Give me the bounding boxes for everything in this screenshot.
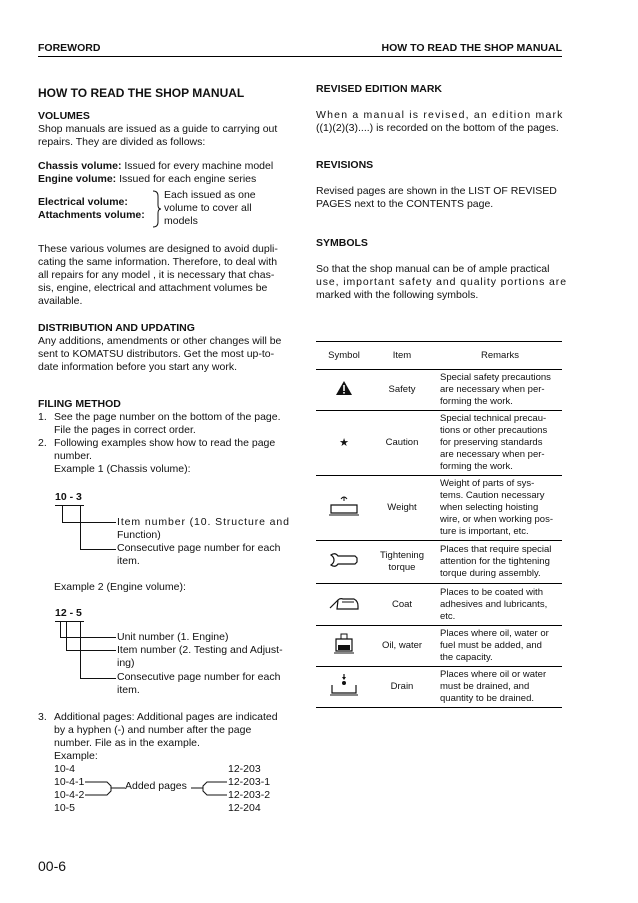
volumes-heading: VOLUMES [38,110,90,122]
item-cell: Safety [372,370,432,411]
various-text-4: sis, engine, electrical and attachment volumes be [38,282,268,294]
page-title: HOW TO READ THE SHOP MANUAL [38,86,245,100]
symbol-cell [316,541,372,584]
warning-triangle-icon [335,380,353,396]
page-number: 00-6 [38,858,67,874]
symbol-cell [316,584,372,626]
various-text-5: available. [38,295,83,307]
example3-right-4: 12-204 [228,802,261,814]
example2-leader-3h [80,678,116,679]
filing-3-text-1: Additional pages: Additional pages are indicated [54,711,278,723]
header-item: Item [372,342,432,370]
remarks-line: fuel must be added, and [440,640,542,651]
filing-1-text-1: See the page number on the bottom of the page. [54,411,281,423]
example3-right-2: 12-203-1 [228,776,271,788]
remarks-line: Places where oil or water [440,669,547,680]
remarks-cell [432,370,562,411]
drain-icon [329,673,359,697]
filing-3-text-2: by a hyphen (-) and number after the page [54,724,252,736]
example2-label: Example 2 (Engine volume): [54,581,186,593]
remarks-line: the capacity. [440,652,493,663]
brace-text-3: models [164,215,198,227]
symbols-heading: SYMBOLS [316,237,368,249]
remarks-line: quantity to be drained. [440,693,535,704]
symbol-cell [316,476,372,541]
star-icon: ★ [339,436,349,449]
example3-right-3: 12-203-2 [228,789,271,801]
item-cell: Coat [372,584,432,626]
filing-heading: FILING METHOD [38,398,121,410]
example2-desc3-2: item. [117,684,140,696]
symbols-table [316,341,562,708]
header-left: FOREWORD [38,42,101,54]
symbols-text-2: use, important safety and quality portions are [316,276,567,288]
table-header-row [316,342,562,370]
remarks-cell [432,626,562,667]
remarks-line: forming the work. [440,396,513,407]
filing-3-num: 3. [38,711,47,723]
remarks-line: are necessary when per- [440,384,545,395]
engine-label: Engine volume: [38,173,117,185]
example1-number: 10 - 3 [55,491,82,503]
remarks-line: Special technical precau- [440,413,547,424]
volumes-text-2: repairs. They are divided as follows: [38,136,206,148]
filing-2-text-1: Following examples show how to read the page [54,437,276,449]
remarks-cell [432,411,562,476]
remarks-cell [432,584,562,626]
remarks-cell [432,667,562,708]
revisions-heading: REVISIONS [316,159,374,171]
attachments-label: Attachments volume: [38,209,145,221]
example3-right-1: 12-203 [228,763,261,775]
example2-leader-2v [66,622,67,650]
remarks-line: forming the work. [440,461,513,472]
remarks-line: Weight of parts of sys- [440,478,535,489]
symbol-cell [316,667,372,708]
item-cell: Caution [372,411,432,476]
chassis-label: Chassis volume: [38,160,122,172]
example3-left-2: 10-4-1 [54,776,85,788]
revised-heading: REVISED EDITION MARK [316,83,443,95]
various-text-2: cating the same information. Therefore, to deal with [38,256,278,268]
example2-number: 12 - 5 [55,607,82,619]
header-rule [38,56,562,57]
electrical-label: Electrical volume: [38,196,128,208]
table-row [316,584,562,626]
added-pages-bracket [85,775,235,801]
remarks-line: adhesives and lubricants, [440,598,548,610]
brace-text-2: volume to cover all [164,202,252,214]
remarks-line: Special safety precautions [440,372,551,383]
filing-3-text-4: Example: [54,750,98,762]
example1-desc1-2: Function) [117,529,161,541]
example2-leader-1h [60,637,116,638]
remarks-line: Places that require special [440,544,552,555]
remarks-cell [432,476,562,541]
engine-text: Issued for each engine series [119,173,257,185]
example1-desc2-2: item. [117,555,140,567]
filing-2-text-2: number. [54,450,92,462]
revisions-text-1: Revised pages are shown in the LIST OF REVISED [316,185,557,197]
example1-leader-1v [62,506,63,522]
example2-leader-2h [66,650,116,651]
distribution-text-2: sent to KOMATSU distributors. Get the most up-to- [38,348,275,360]
distribution-text-1: Any additions, amendments or other changes will be [38,335,282,347]
remarks-line: wire, or when working pos- [440,514,553,525]
item-cell: Oil, water [372,626,432,667]
example2-desc3-1: Consecutive page number for each [117,671,281,683]
filing-3-text-3: number. File as in the example. [54,737,200,749]
example3-left-1: 10-4 [54,763,76,775]
header-symbol: Symbol [316,342,372,370]
item-cell: Drain [372,667,432,708]
remarks-line: tions or other precautions [440,425,548,436]
item-cell: Tightening torque [372,541,432,584]
volumes-text-1: Shop manuals are issued as a guide to carrying out [38,123,278,135]
engine-line [38,173,256,186]
remarks-line: when selecting hoisting [440,502,539,513]
table-row [316,411,562,476]
filing-1-text-2: File the pages in correct order. [54,424,196,436]
chassis-text: Issued for every machine model [124,160,274,172]
example1-leader-2h [80,549,116,550]
revised-text-1: When a manual is revised, an edition mark [316,109,564,121]
example1-label: Example 1 (Chassis volume): [54,463,191,475]
example1-leader-1h [62,522,116,523]
remarks-line: ture is important, etc. [440,526,529,537]
brace-text-1: Each issued as one [164,189,256,201]
table-row [316,541,562,584]
symbols-text-1: So that the shop manual can be of ample practical [316,263,550,275]
filing-2-num: 2. [38,437,47,449]
brace-icon [150,190,162,228]
wrench-icon [329,551,359,569]
example2-desc1: Unit number (1. Engine) [117,631,229,643]
example2-leader-1v [60,622,61,637]
distribution-text-3: date information before you start any work. [38,361,238,373]
table-row [316,667,562,708]
symbol-cell [316,370,372,411]
remarks-cell [432,541,562,584]
example2-desc2-1: Item number (2. Testing and Adjust- [117,644,283,656]
item-cell: Weight [372,476,432,541]
various-text-1: These various volumes are designed to avoid dupli- [38,243,278,255]
oil-container-icon [333,633,355,655]
various-text-3: all repairs for any model , it is necessary that chas- [38,269,275,281]
remarks-line: are necessary when per- [440,449,545,460]
filing-1-num: 1. [38,411,47,423]
table-row [316,476,562,541]
remarks-line: tems. Caution necessary [440,490,545,501]
example3-left-4: 10-5 [54,802,76,814]
distribution-heading: DISTRIBUTION AND UPDATING [38,322,195,334]
added-pages-label: Added pages [125,780,187,792]
revisions-text-2: PAGES next to the CONTENTS page. [316,198,494,210]
table-row [316,626,562,667]
remarks-line: Places to be coated with [440,586,543,598]
remarks-line: Places where oil, water or [440,628,549,639]
header-right: HOW TO READ THE SHOP MANUAL [381,42,562,54]
remarks-line: etc. [440,610,456,622]
example1-desc1-1: Item number (10. Structure and [117,516,290,528]
oil-can-icon [328,594,360,612]
table-row [316,370,562,411]
revised-text-2: ((1)(2)(3)....) is recorded on the bottom of the pages. [316,122,559,134]
example2-desc2-2: ing) [117,657,135,669]
weight-icon [328,495,360,517]
symbol-cell [316,626,372,667]
remarks-line: torque during assembly. [440,568,541,579]
remarks-line: must be drained, and [440,681,530,692]
remarks-line: attention for the tightening [440,556,550,567]
example1-leader-2v [80,506,81,549]
remarks-line: for preserving standards [440,437,543,448]
symbol-cell [316,411,372,476]
header-remarks: Remarks [432,342,562,370]
example1-desc2-1: Consecutive page number for each [117,542,281,554]
symbols-text-3: marked with the following symbols. [316,289,479,301]
example2-leader-3v [80,622,81,678]
chassis-line [38,160,273,173]
example3-left-3: 10-4-2 [54,789,85,801]
